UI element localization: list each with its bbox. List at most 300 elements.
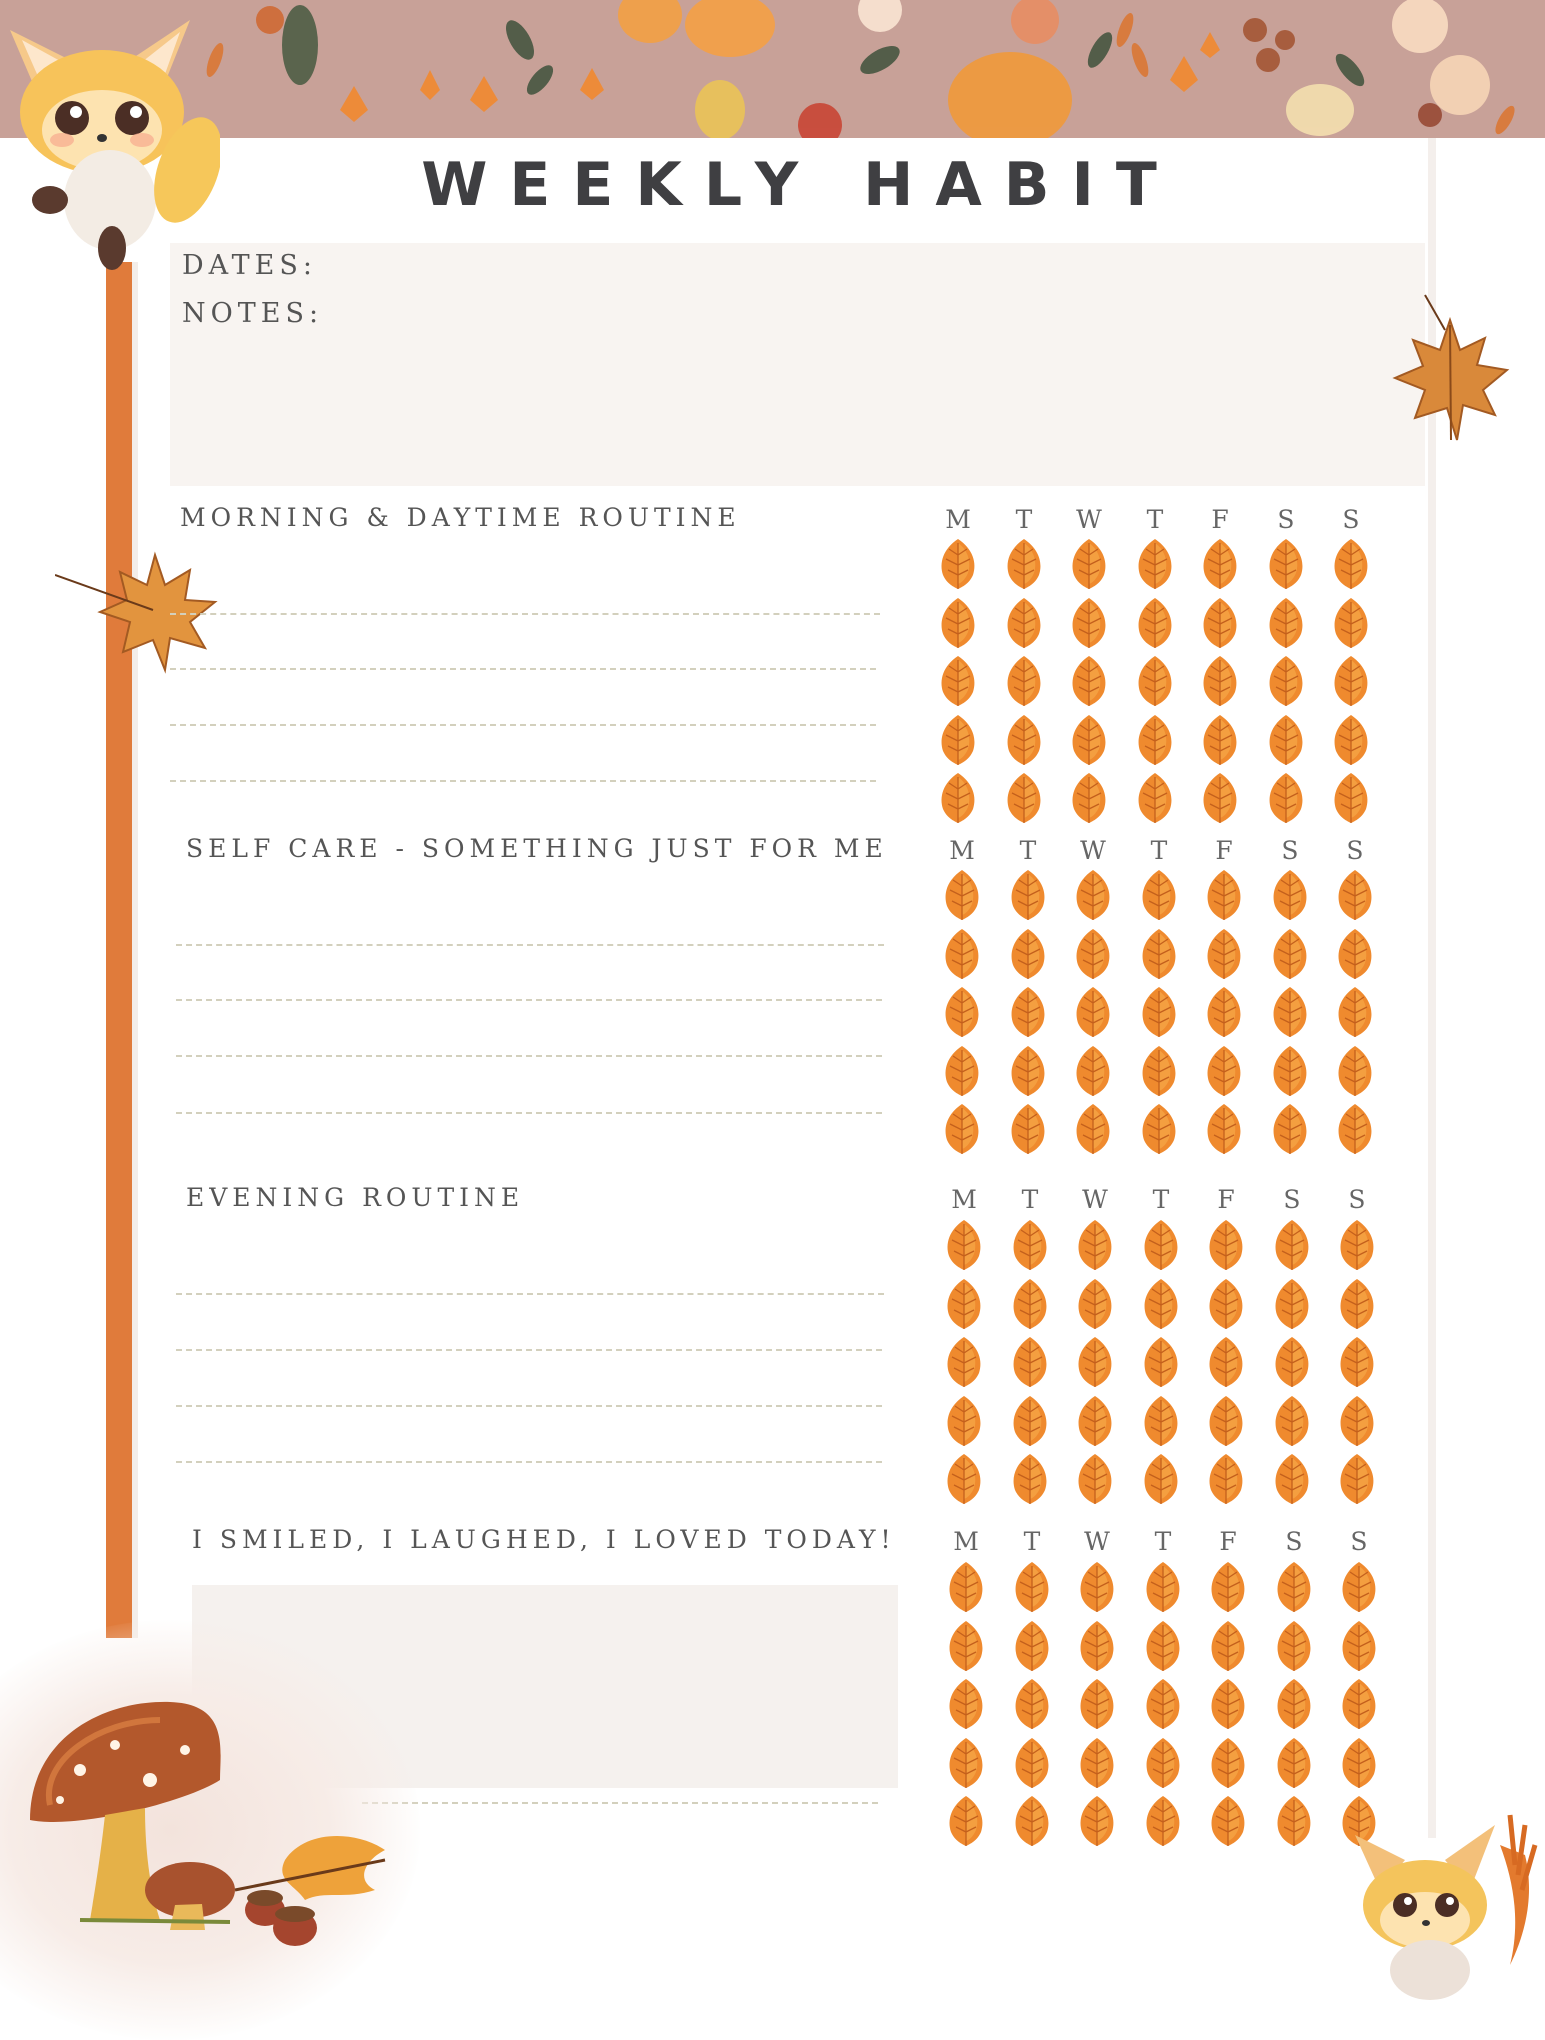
habit-leaf-checkbox[interactable]	[1207, 1560, 1249, 1614]
day-letter: S	[1277, 505, 1295, 534]
leaf-icon	[1134, 713, 1176, 767]
habit-leaf-checkbox[interactable]	[1007, 985, 1049, 1039]
habit-leaf-checkbox[interactable]	[1007, 1102, 1049, 1156]
habit-leaf-checkbox[interactable]	[1199, 654, 1241, 708]
leaf-icon	[1140, 1218, 1182, 1272]
habit-leaf-checkbox[interactable]	[1269, 868, 1311, 922]
leaf-icon	[1068, 771, 1110, 825]
leaf-icon	[945, 1560, 987, 1614]
day-letter: T	[1023, 1527, 1041, 1556]
orange-spine	[106, 262, 132, 1638]
leaf-icon	[1140, 1394, 1182, 1448]
habit-leaf-checkbox[interactable]	[937, 596, 979, 650]
habit-leaf-checkbox[interactable]	[1205, 1335, 1247, 1389]
leaf-icon	[1265, 596, 1307, 650]
habit-leaf-checkbox[interactable]	[1269, 1044, 1311, 1098]
habit-leaf-checkbox[interactable]	[1009, 1452, 1051, 1506]
habit-leaf-checkbox[interactable]	[1011, 1560, 1053, 1614]
leaf-icon	[1203, 1102, 1245, 1156]
habit-leaf-checkbox[interactable]	[1273, 1794, 1315, 1848]
maple-leaf-icon	[55, 540, 225, 675]
leaf-icon	[1076, 1677, 1118, 1731]
habit-leaf-checkbox[interactable]	[1140, 1218, 1182, 1272]
leaf-icon	[1334, 1044, 1376, 1098]
habit-leaf-checkbox[interactable]	[1199, 713, 1241, 767]
habit-leaf-checkbox[interactable]	[1338, 1677, 1380, 1731]
leaf-icon	[941, 985, 983, 1039]
habit-leaf-checkbox[interactable]	[1265, 713, 1307, 767]
writing-line[interactable]	[176, 1461, 882, 1463]
habit-leaf-checkbox[interactable]	[1273, 1619, 1315, 1673]
habit-leaf-checkbox[interactable]	[1074, 1394, 1116, 1448]
section-title-self-care: SELF CARE - SOMETHING JUST FOR ME	[186, 834, 888, 863]
habit-leaf-checkbox[interactable]	[1011, 1619, 1053, 1673]
leaf-icon	[1072, 1044, 1114, 1098]
leaf-icon	[1003, 771, 1045, 825]
habit-leaf-checkbox[interactable]	[1205, 1277, 1247, 1331]
writing-line[interactable]	[170, 724, 876, 726]
leaf-icon	[1009, 1452, 1051, 1506]
habit-leaf-checkbox[interactable]	[945, 1677, 987, 1731]
day-letter: T	[1021, 1185, 1039, 1214]
habit-leaf-checkbox[interactable]	[943, 1218, 985, 1272]
habit-leaf-checkbox[interactable]	[1068, 537, 1110, 591]
habit-leaf-checkbox[interactable]	[1330, 771, 1372, 825]
leaf-icon	[1207, 1736, 1249, 1790]
leaf-icon	[1009, 1277, 1051, 1331]
habit-leaf-checkbox[interactable]	[1336, 1218, 1378, 1272]
leaf-icon	[1207, 1560, 1249, 1614]
habit-leaf-checkbox[interactable]	[1203, 868, 1245, 922]
leaf-icon	[1138, 868, 1180, 922]
leaf-icon	[1140, 1277, 1182, 1331]
habit-leaf-checkbox[interactable]	[1207, 1736, 1249, 1790]
leaf-icon	[1338, 1560, 1380, 1614]
leaf-icon	[1074, 1218, 1116, 1272]
day-letter: W	[1082, 1185, 1108, 1214]
day-letter: S	[1342, 505, 1360, 534]
leaf-icon	[1142, 1560, 1184, 1614]
leaf-icon	[1336, 1335, 1378, 1389]
leaf-icon	[937, 596, 979, 650]
autumn-pattern-icon	[0, 0, 1545, 138]
habit-leaf-checkbox[interactable]	[1074, 1277, 1116, 1331]
leaf-icon	[1265, 537, 1307, 591]
habit-leaf-checkbox[interactable]	[1265, 596, 1307, 650]
leaf-icon	[1009, 1218, 1051, 1272]
leaf-icon	[1074, 1335, 1116, 1389]
habit-leaf-checkbox[interactable]	[1072, 868, 1114, 922]
day-letter: T	[1146, 505, 1164, 534]
leaf-icon	[1271, 1452, 1313, 1506]
leaf-icon	[1273, 1677, 1315, 1731]
day-letter: S	[1346, 836, 1364, 865]
habit-leaf-checkbox[interactable]	[1203, 985, 1245, 1039]
leaf-icon	[1205, 1335, 1247, 1389]
leaf-icon	[1011, 1560, 1053, 1614]
leaf-icon	[1271, 1394, 1313, 1448]
habit-leaf-checkbox[interactable]	[1138, 985, 1180, 1039]
leaf-icon	[1199, 654, 1241, 708]
habit-leaf-checkbox[interactable]	[1142, 1560, 1184, 1614]
section-title-morning: MORNING & DAYTIME ROUTINE	[180, 503, 741, 532]
leaf-icon	[1074, 1394, 1116, 1448]
leaf-icon	[1074, 1452, 1116, 1506]
day-letter: T	[1152, 1185, 1170, 1214]
habit-leaf-checkbox[interactable]	[1003, 771, 1045, 825]
leaf-icon	[1199, 713, 1241, 767]
habit-leaf-checkbox[interactable]	[1336, 1335, 1378, 1389]
leaf-icon	[1138, 1044, 1180, 1098]
day-letter: W	[1084, 1527, 1110, 1556]
day-letter: F	[1219, 1527, 1237, 1556]
habit-leaf-checkbox[interactable]	[941, 868, 983, 922]
leaf-icon	[1269, 868, 1311, 922]
habit-leaf-checkbox[interactable]	[1072, 927, 1114, 981]
writing-line[interactable]	[170, 668, 876, 670]
habit-leaf-checkbox[interactable]	[1140, 1394, 1182, 1448]
habit-leaf-checkbox[interactable]	[943, 1394, 985, 1448]
day-letter: T	[1154, 1527, 1172, 1556]
leaf-icon	[937, 654, 979, 708]
day-letter: F	[1217, 1185, 1235, 1214]
leaf-icon	[1003, 713, 1045, 767]
dates-notes-box[interactable]	[170, 243, 1425, 486]
habit-leaf-checkbox[interactable]	[1265, 771, 1307, 825]
leaf-icon	[1269, 1102, 1311, 1156]
habit-leaf-checkbox[interactable]	[937, 771, 979, 825]
habit-leaf-checkbox[interactable]	[1271, 1218, 1313, 1272]
leaf-icon	[1265, 771, 1307, 825]
habit-leaf-checkbox[interactable]	[1003, 537, 1045, 591]
habit-leaf-checkbox[interactable]	[945, 1794, 987, 1848]
habit-leaf-checkbox[interactable]	[1003, 596, 1045, 650]
leaf-icon	[1068, 713, 1110, 767]
habit-leaf-checkbox[interactable]	[1199, 771, 1241, 825]
writing-line[interactable]	[176, 1349, 882, 1351]
writing-line[interactable]	[176, 1112, 882, 1114]
leaf-icon	[1142, 1794, 1184, 1848]
leaf-icon	[1011, 1677, 1053, 1731]
habit-leaf-checkbox[interactable]	[941, 1102, 983, 1156]
habit-leaf-checkbox[interactable]	[1269, 1102, 1311, 1156]
leaf-icon	[1271, 1335, 1313, 1389]
leaf-icon	[1003, 596, 1045, 650]
leaf-icon	[1271, 1218, 1313, 1272]
leaf-icon	[1338, 1619, 1380, 1673]
leaf-icon	[1142, 1677, 1184, 1731]
habit-leaf-checkbox[interactable]	[1203, 1102, 1245, 1156]
writing-line[interactable]	[176, 999, 882, 1001]
habit-leaf-checkbox[interactable]	[945, 1560, 987, 1614]
leaf-icon	[1273, 1736, 1315, 1790]
habit-leaf-checkbox[interactable]	[1072, 985, 1114, 1039]
habit-leaf-checkbox[interactable]	[941, 985, 983, 1039]
leaf-icon	[1207, 1619, 1249, 1673]
leaf-icon	[1336, 1452, 1378, 1506]
habit-leaf-checkbox[interactable]	[1207, 1794, 1249, 1848]
spine-shadow	[132, 262, 138, 1638]
habit-leaf-checkbox[interactable]	[1074, 1452, 1116, 1506]
habit-leaf-checkbox[interactable]	[1330, 596, 1372, 650]
leaf-icon	[1072, 985, 1114, 1039]
writing-line[interactable]	[176, 1293, 884, 1295]
habit-leaf-checkbox[interactable]	[1140, 1335, 1182, 1389]
leaf-icon	[1273, 1560, 1315, 1614]
leaf-icon	[943, 1335, 985, 1389]
writing-line[interactable]	[176, 1405, 882, 1407]
habit-leaf-checkbox[interactable]	[1134, 596, 1176, 650]
writing-line[interactable]	[176, 1055, 882, 1057]
day-letter: T	[1019, 836, 1037, 865]
habit-leaf-checkbox[interactable]	[1271, 1335, 1313, 1389]
day-letter: M	[945, 505, 971, 534]
leaf-icon	[1072, 927, 1114, 981]
habit-leaf-checkbox[interactable]	[1269, 985, 1311, 1039]
habit-leaf-checkbox[interactable]	[943, 1335, 985, 1389]
habit-leaf-checkbox[interactable]	[941, 927, 983, 981]
habit-leaf-checkbox[interactable]	[1076, 1736, 1118, 1790]
habit-leaf-checkbox[interactable]	[1011, 1736, 1053, 1790]
habit-leaf-checkbox[interactable]	[1068, 596, 1110, 650]
habit-leaf-checkbox[interactable]	[1205, 1452, 1247, 1506]
habit-leaf-checkbox[interactable]	[1072, 1102, 1114, 1156]
leaf-icon	[1068, 596, 1110, 650]
habit-leaf-checkbox[interactable]	[1009, 1218, 1051, 1272]
day-letter: S	[1283, 1185, 1301, 1214]
habit-leaf-checkbox[interactable]	[1271, 1452, 1313, 1506]
habit-leaf-checkbox[interactable]	[1205, 1218, 1247, 1272]
leaf-icon	[943, 1218, 985, 1272]
habit-leaf-checkbox[interactable]	[1269, 927, 1311, 981]
habit-leaf-checkbox[interactable]	[937, 713, 979, 767]
habit-leaf-checkbox[interactable]	[1134, 537, 1176, 591]
habit-leaf-checkbox[interactable]	[1203, 927, 1245, 981]
leaf-icon	[1265, 713, 1307, 767]
habit-leaf-checkbox[interactable]	[1009, 1277, 1051, 1331]
leaf-icon	[1330, 596, 1372, 650]
leaf-icon	[1203, 985, 1245, 1039]
habit-leaf-checkbox[interactable]	[1330, 654, 1372, 708]
habit-leaf-checkbox[interactable]	[1076, 1794, 1118, 1848]
habit-leaf-checkbox[interactable]	[1203, 1044, 1245, 1098]
habit-leaf-checkbox[interactable]	[945, 1619, 987, 1673]
habit-leaf-checkbox[interactable]	[1138, 1044, 1180, 1098]
leaf-icon	[1330, 771, 1372, 825]
leaf-icon	[1140, 1335, 1182, 1389]
leaf-icon	[1269, 1044, 1311, 1098]
leaf-icon	[1205, 1277, 1247, 1331]
leaf-icon	[1269, 985, 1311, 1039]
leaf-icon	[1199, 771, 1241, 825]
leaf-icon	[1336, 1218, 1378, 1272]
habit-leaf-checkbox[interactable]	[1003, 713, 1045, 767]
leaf-icon	[1203, 1044, 1245, 1098]
habit-leaf-checkbox[interactable]	[1011, 1794, 1053, 1848]
leaf-icon	[945, 1619, 987, 1673]
leaf-icon	[1076, 1794, 1118, 1848]
leaf-icon	[1338, 1677, 1380, 1731]
habit-leaf-checkbox[interactable]	[1336, 1452, 1378, 1506]
leaf-icon	[1138, 985, 1180, 1039]
leaf-icon	[1273, 1794, 1315, 1848]
habit-leaf-checkbox[interactable]	[1334, 1102, 1376, 1156]
habit-leaf-checkbox[interactable]	[1011, 1677, 1053, 1731]
leaf-icon	[1334, 985, 1376, 1039]
habit-leaf-checkbox[interactable]	[1140, 1452, 1182, 1506]
habit-leaf-checkbox[interactable]	[1199, 537, 1241, 591]
leaf-icon	[1142, 1619, 1184, 1673]
habit-leaf-checkbox[interactable]	[1009, 1394, 1051, 1448]
leaf-icon	[1138, 927, 1180, 981]
leaf-icon	[1334, 1102, 1376, 1156]
habit-leaf-checkbox[interactable]	[1271, 1394, 1313, 1448]
leaf-icon	[1138, 1102, 1180, 1156]
leaf-icon	[1003, 537, 1045, 591]
habit-leaf-checkbox[interactable]	[1273, 1736, 1315, 1790]
habit-leaf-checkbox[interactable]	[941, 1044, 983, 1098]
habit-leaf-checkbox[interactable]	[1273, 1677, 1315, 1731]
habit-leaf-checkbox[interactable]	[943, 1277, 985, 1331]
leaf-icon	[1269, 927, 1311, 981]
habit-leaf-checkbox[interactable]	[1334, 927, 1376, 981]
day-letter: S	[1350, 1527, 1368, 1556]
habit-leaf-checkbox[interactable]	[945, 1736, 987, 1790]
habit-leaf-checkbox[interactable]	[1265, 537, 1307, 591]
habit-leaf-checkbox[interactable]	[1205, 1394, 1247, 1448]
notes-label: NOTES:	[182, 298, 324, 329]
leaf-icon	[1203, 868, 1245, 922]
habit-leaf-checkbox[interactable]	[1338, 1736, 1380, 1790]
habit-leaf-checkbox[interactable]	[1207, 1677, 1249, 1731]
leaf-icon	[1011, 1619, 1053, 1673]
leaf-icon	[1007, 1044, 1049, 1098]
leaf-icon	[941, 1044, 983, 1098]
leaf-icon	[1330, 713, 1372, 767]
leaf-icon	[1142, 1736, 1184, 1790]
habit-leaf-checkbox[interactable]	[1334, 985, 1376, 1039]
leaf-icon	[943, 1394, 985, 1448]
day-letter: M	[949, 836, 975, 865]
leaf-icon	[1011, 1794, 1053, 1848]
leaf-icon	[941, 927, 983, 981]
section-title-evening: EVENING ROUTINE	[186, 1183, 525, 1212]
habit-leaf-checkbox[interactable]	[1334, 868, 1376, 922]
maple-leaf-icon	[1385, 290, 1515, 455]
day-letter: F	[1211, 505, 1229, 534]
habit-leaf-checkbox[interactable]	[1134, 654, 1176, 708]
habit-leaf-checkbox[interactable]	[1076, 1619, 1118, 1673]
writing-line[interactable]	[170, 780, 876, 782]
writing-line[interactable]	[362, 1802, 878, 1804]
habit-leaf-checkbox[interactable]	[1334, 1044, 1376, 1098]
leaf-icon	[1205, 1218, 1247, 1272]
habit-leaf-checkbox[interactable]	[1273, 1560, 1315, 1614]
habit-leaf-checkbox[interactable]	[1271, 1277, 1313, 1331]
page-title: WEEKLY HABIT	[421, 150, 1179, 220]
habit-leaf-checkbox[interactable]	[1007, 927, 1049, 981]
leaf-icon	[1068, 537, 1110, 591]
habit-leaf-checkbox[interactable]	[1009, 1335, 1051, 1389]
habit-leaf-checkbox[interactable]	[1338, 1619, 1380, 1673]
habit-leaf-checkbox[interactable]	[1068, 771, 1110, 825]
habit-leaf-checkbox[interactable]	[943, 1452, 985, 1506]
leaf-icon	[1203, 927, 1245, 981]
leaf-icon	[1207, 1794, 1249, 1848]
leaf-icon	[1273, 1619, 1315, 1673]
leaf-icon	[1134, 654, 1176, 708]
habit-leaf-checkbox[interactable]	[1142, 1736, 1184, 1790]
leaf-icon	[1330, 654, 1372, 708]
habit-leaf-checkbox[interactable]	[1142, 1794, 1184, 1848]
habit-leaf-checkbox[interactable]	[1072, 1044, 1114, 1098]
habit-leaf-checkbox[interactable]	[1138, 1102, 1180, 1156]
habit-leaf-checkbox[interactable]	[1199, 596, 1241, 650]
habit-leaf-checkbox[interactable]	[1074, 1218, 1116, 1272]
habit-leaf-checkbox[interactable]	[1142, 1619, 1184, 1673]
habit-leaf-checkbox[interactable]	[1336, 1394, 1378, 1448]
leaf-icon	[1338, 1736, 1380, 1790]
leaf-icon	[1072, 868, 1114, 922]
habit-leaf-checkbox[interactable]	[1138, 927, 1180, 981]
habit-leaf-checkbox[interactable]	[1068, 654, 1110, 708]
habit-leaf-checkbox[interactable]	[1142, 1677, 1184, 1731]
acorn-icon	[225, 1820, 400, 1950]
day-letter: M	[951, 1185, 977, 1214]
habit-leaf-checkbox[interactable]	[1003, 654, 1045, 708]
habit-leaf-checkbox[interactable]	[1140, 1277, 1182, 1331]
habit-leaf-checkbox[interactable]	[1134, 713, 1176, 767]
leaf-icon	[1007, 1102, 1049, 1156]
day-letter: T	[1150, 836, 1168, 865]
habit-leaf-checkbox[interactable]	[1074, 1335, 1116, 1389]
habit-leaf-checkbox[interactable]	[1134, 771, 1176, 825]
leaf-icon	[1003, 654, 1045, 708]
leaf-icon	[1336, 1394, 1378, 1448]
leaf-icon	[943, 1452, 985, 1506]
habit-leaf-checkbox[interactable]	[1007, 1044, 1049, 1098]
leaf-icon	[1134, 596, 1176, 650]
leaf-icon	[943, 1277, 985, 1331]
habit-leaf-checkbox[interactable]	[1330, 537, 1372, 591]
habit-leaf-checkbox[interactable]	[1138, 868, 1180, 922]
habit-leaf-checkbox[interactable]	[937, 654, 979, 708]
leaf-icon	[1199, 596, 1241, 650]
habit-leaf-checkbox[interactable]	[1338, 1560, 1380, 1614]
writing-line[interactable]	[176, 944, 884, 946]
writing-line[interactable]	[170, 613, 880, 615]
day-letter: W	[1080, 836, 1106, 865]
leaf-icon	[1330, 537, 1372, 591]
habit-leaf-checkbox[interactable]	[1076, 1560, 1118, 1614]
habit-leaf-checkbox[interactable]	[1076, 1677, 1118, 1731]
dates-label: DATES:	[182, 250, 317, 281]
habit-leaf-checkbox[interactable]	[1207, 1619, 1249, 1673]
autumn-banner	[0, 0, 1545, 138]
leaf-icon	[1334, 927, 1376, 981]
habit-leaf-checkbox[interactable]	[1265, 654, 1307, 708]
day-letter: S	[1281, 836, 1299, 865]
leaf-icon	[1007, 985, 1049, 1039]
habit-leaf-checkbox[interactable]	[1330, 713, 1372, 767]
fox-icon	[0, 0, 220, 270]
habit-leaf-checkbox[interactable]	[1068, 713, 1110, 767]
habit-leaf-checkbox[interactable]	[1336, 1277, 1378, 1331]
leaf-icon	[1205, 1394, 1247, 1448]
habit-leaf-checkbox[interactable]	[1007, 868, 1049, 922]
leaf-icon	[1076, 1736, 1118, 1790]
habit-leaf-checkbox[interactable]	[937, 537, 979, 591]
